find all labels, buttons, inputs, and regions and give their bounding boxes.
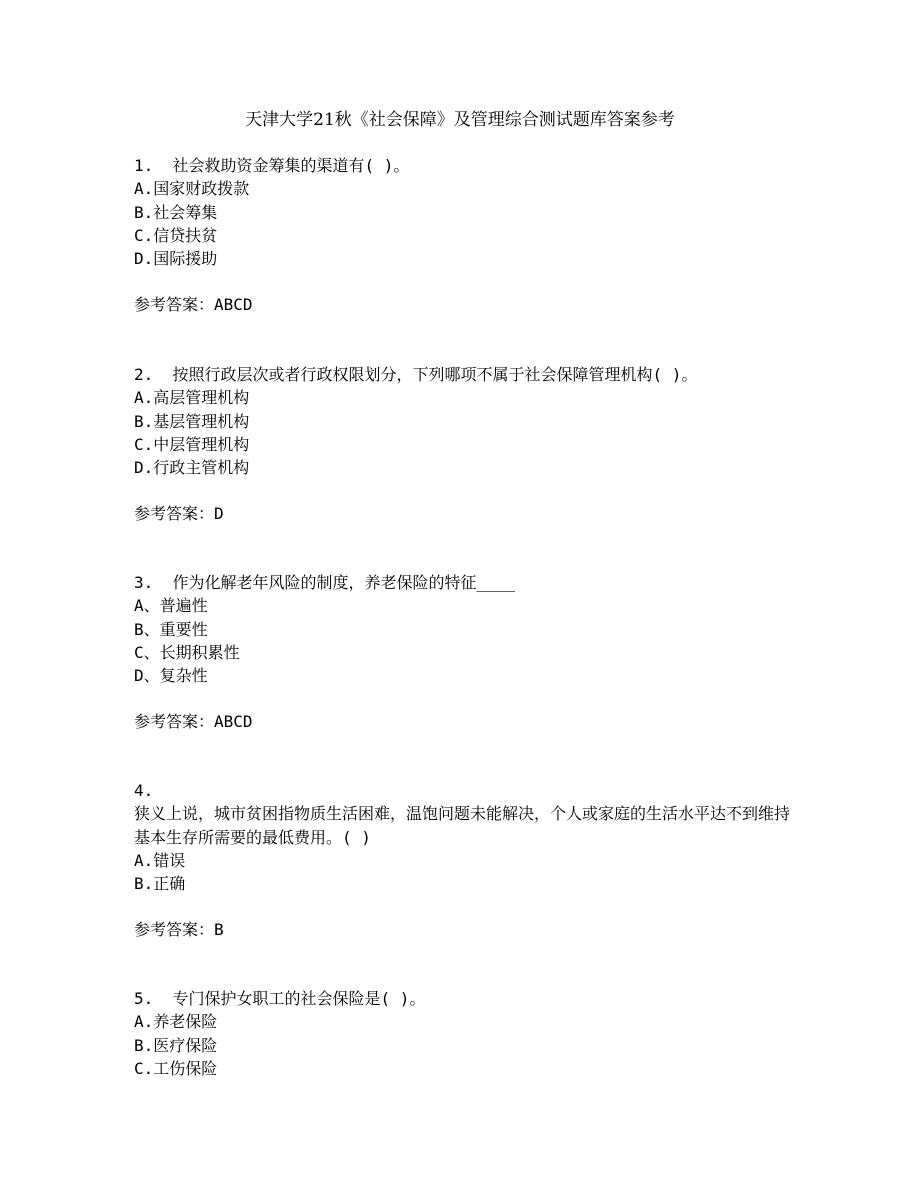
question-stem	[134, 571, 794, 594]
answer-label: 参考答案：	[134, 920, 215, 940]
answer-line	[134, 918, 794, 941]
answer-value: D	[214, 504, 224, 524]
option-d: D.国际援助	[134, 249, 218, 269]
option-b: B.正确	[134, 874, 186, 894]
option-d: D、复杂性	[134, 666, 208, 686]
answer-value: B	[214, 920, 224, 940]
answer-line	[134, 710, 794, 733]
answer-value: ABCD	[214, 712, 253, 732]
option-c: C.中层管理机构	[134, 434, 250, 454]
option-a: A、普遍性	[134, 596, 208, 616]
question-stem	[134, 987, 794, 1010]
question-text: 社会救助资金筹集的渠道有( )。	[172, 156, 410, 175]
option-b: B.基层管理机构	[134, 411, 250, 431]
option-d: D.行政主管机构	[134, 458, 250, 478]
option-b: B、重要性	[134, 619, 208, 639]
question-1	[134, 154, 794, 317]
question-4	[134, 779, 794, 942]
answer-label: 参考答案：	[134, 712, 215, 732]
question-stem	[134, 154, 794, 177]
answer-line	[134, 293, 794, 316]
question-2	[134, 363, 794, 526]
option-a: A.高层管理机构	[134, 388, 250, 408]
question-number: 4.	[134, 781, 154, 800]
document-title: 天津大学21秋《社会保障》及管理综合测试题库答案参考	[245, 110, 675, 130]
question-number: 1.	[134, 156, 154, 175]
option-b: B.社会筹集	[134, 202, 218, 222]
answer-label: 参考答案：	[134, 504, 215, 524]
answer-line	[134, 502, 794, 525]
question-3	[134, 571, 794, 734]
question-stem	[134, 363, 794, 386]
option-c: C.信贷扶贫	[134, 225, 218, 245]
question-text: 专门保护女职工的社会保险是( )。	[172, 989, 426, 1008]
question-text: 按照行政层次或者行政权限划分，下列哪项不属于社会保障管理机构( )。	[172, 365, 698, 384]
question-5	[134, 987, 794, 1080]
question-number: 2.	[134, 365, 154, 384]
option-c: C.工伤保险	[134, 1058, 218, 1078]
question-number: 5.	[134, 989, 154, 1008]
option-a: A.养老保险	[134, 1012, 218, 1032]
option-a: A.错误	[134, 850, 186, 870]
option-a: A.国家财政拨款	[134, 179, 250, 199]
option-b: B.医疗保险	[134, 1035, 218, 1055]
question-text: 狭义上说，城市贫困指物质生活困难，温饱问题未能解决，个人或家庭的生活水平达不到维持基本生存所需要的最低费用。( )	[134, 804, 791, 847]
question-text: 作为化解老年风险的制度，养老保险的特征____	[172, 573, 516, 592]
answer-value: ABCD	[214, 295, 253, 315]
question-number: 3.	[134, 573, 154, 592]
answer-label: 参考答案：	[134, 295, 215, 315]
option-c: C、长期积累性	[134, 642, 240, 662]
